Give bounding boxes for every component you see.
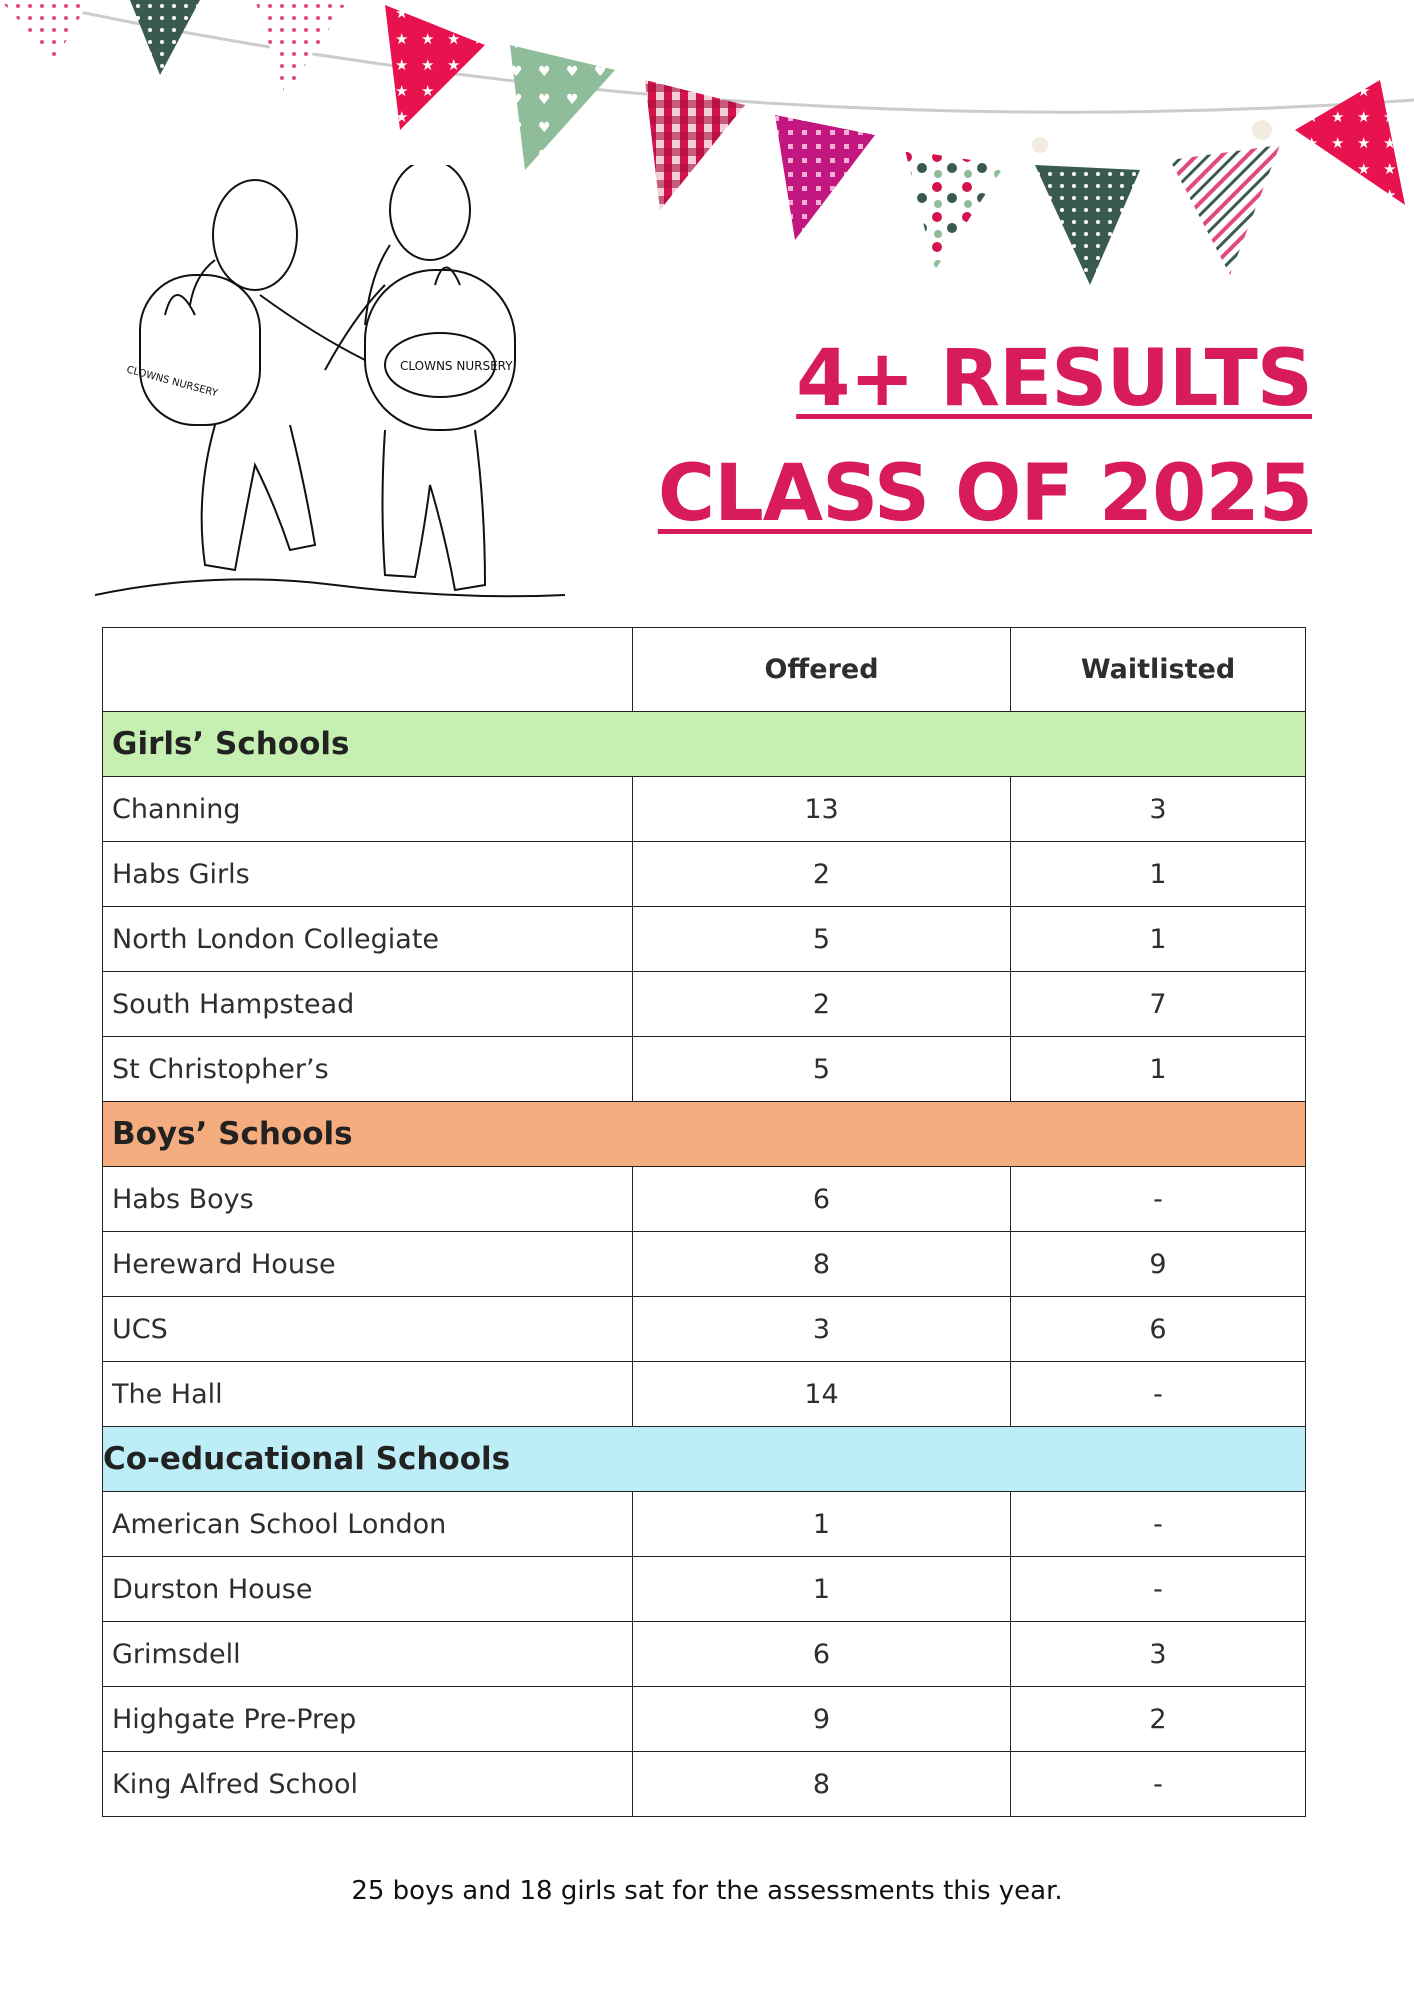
school-name-cell: North London Collegiate — [103, 907, 633, 972]
backpack-label-small: CLOWNS NURSERY — [125, 364, 219, 400]
offered-cell: 1 — [633, 1557, 1011, 1622]
flag-8 — [905, 150, 1005, 270]
backpack-label-large: CLOWNS NURSERY — [400, 359, 513, 373]
school-name-cell: South Hampstead — [103, 972, 633, 1037]
table-row — [103, 1167, 1306, 1232]
page-title-line2: CLASS OF 2025 — [657, 449, 1312, 539]
school-name-cell: King Alfred School — [103, 1752, 633, 1817]
school-name-cell: American School London — [103, 1492, 633, 1557]
table-row — [103, 1622, 1306, 1687]
waitlisted-cell: 2 — [1011, 1687, 1306, 1752]
school-name-cell: Hereward House — [103, 1232, 633, 1297]
table-header-row — [103, 628, 1306, 712]
footer-note: 25 boys and 18 girls sat for the assessments this year. — [351, 1876, 1063, 1906]
waitlisted-cell: 9 — [1011, 1232, 1306, 1297]
table-row — [103, 1557, 1306, 1622]
section-title: Girls’ Schools — [103, 712, 1306, 777]
table-row — [103, 1752, 1306, 1817]
flag-1 — [0, 0, 90, 60]
school-name-cell: Channing — [103, 777, 633, 842]
offered-cell: 13 — [633, 777, 1011, 842]
page-title-line1: 4+ RESULTS — [796, 334, 1312, 424]
offered-cell: 14 — [633, 1362, 1011, 1427]
header-waitlisted: Waitlisted — [1011, 628, 1306, 712]
table-row — [103, 907, 1306, 972]
offered-cell: 5 — [633, 1037, 1011, 1102]
header-offered: Offered — [633, 628, 1011, 712]
waitlisted-cell: 3 — [1011, 1622, 1306, 1687]
section-header-boys-schools — [103, 1102, 1306, 1167]
offered-cell: 3 — [633, 1297, 1011, 1362]
school-name-cell: Grimsdell — [103, 1622, 633, 1687]
offered-cell: 8 — [633, 1752, 1011, 1817]
school-name-cell: St Christopher’s — [103, 1037, 633, 1102]
section-title: Boys’ Schools — [103, 1102, 1306, 1167]
table-row — [103, 1232, 1306, 1297]
offered-cell: 5 — [633, 907, 1011, 972]
table-row — [103, 842, 1306, 907]
school-name-cell: Durston House — [103, 1557, 633, 1622]
offered-cell: 6 — [633, 1167, 1011, 1232]
offered-cell: 6 — [633, 1622, 1011, 1687]
flag-10 — [1170, 145, 1280, 275]
waitlisted-cell: 3 — [1011, 777, 1306, 842]
school-name-cell: The Hall — [103, 1362, 633, 1427]
flag-4 — [385, 5, 485, 130]
school-name-cell: Highgate Pre-Prep — [103, 1687, 633, 1752]
table-row — [103, 1492, 1306, 1557]
offered-cell: 8 — [633, 1232, 1011, 1297]
school-name-cell: Habs Boys — [103, 1167, 633, 1232]
waitlisted-cell: - — [1011, 1492, 1306, 1557]
children-illustration — [95, 165, 575, 615]
table-row — [103, 777, 1306, 842]
table-row — [103, 1362, 1306, 1427]
waitlisted-cell: 6 — [1011, 1297, 1306, 1362]
flag-5 — [510, 45, 615, 170]
table-row — [103, 1297, 1306, 1362]
results-table — [102, 627, 1306, 1817]
flag-9 — [1035, 165, 1140, 285]
header-school — [103, 628, 633, 712]
table-row — [103, 972, 1306, 1037]
flag-2 — [130, 0, 200, 75]
offered-cell: 9 — [633, 1687, 1011, 1752]
waitlisted-cell: - — [1011, 1752, 1306, 1817]
waitlisted-cell: 7 — [1011, 972, 1306, 1037]
waitlisted-cell: 1 — [1011, 907, 1306, 972]
flag-11 — [1295, 80, 1405, 205]
school-name-cell: UCS — [103, 1297, 633, 1362]
section-header-girls-schools — [103, 712, 1306, 777]
waitlisted-cell: - — [1011, 1557, 1306, 1622]
waitlisted-cell: - — [1011, 1167, 1306, 1232]
school-name-cell: Habs Girls — [103, 842, 633, 907]
offered-cell: 2 — [633, 972, 1011, 1037]
offered-cell: 2 — [633, 842, 1011, 907]
section-header-coed-schools — [103, 1427, 1306, 1492]
section-title: Co-educational Schools — [103, 1427, 1306, 1492]
waitlisted-cell: 1 — [1011, 842, 1306, 907]
flag-7 — [775, 115, 875, 240]
waitlisted-cell: 1 — [1011, 1037, 1306, 1102]
offered-cell: 1 — [633, 1492, 1011, 1557]
waitlisted-cell: - — [1011, 1362, 1306, 1427]
table-row — [103, 1687, 1306, 1752]
table-row — [103, 1037, 1306, 1102]
